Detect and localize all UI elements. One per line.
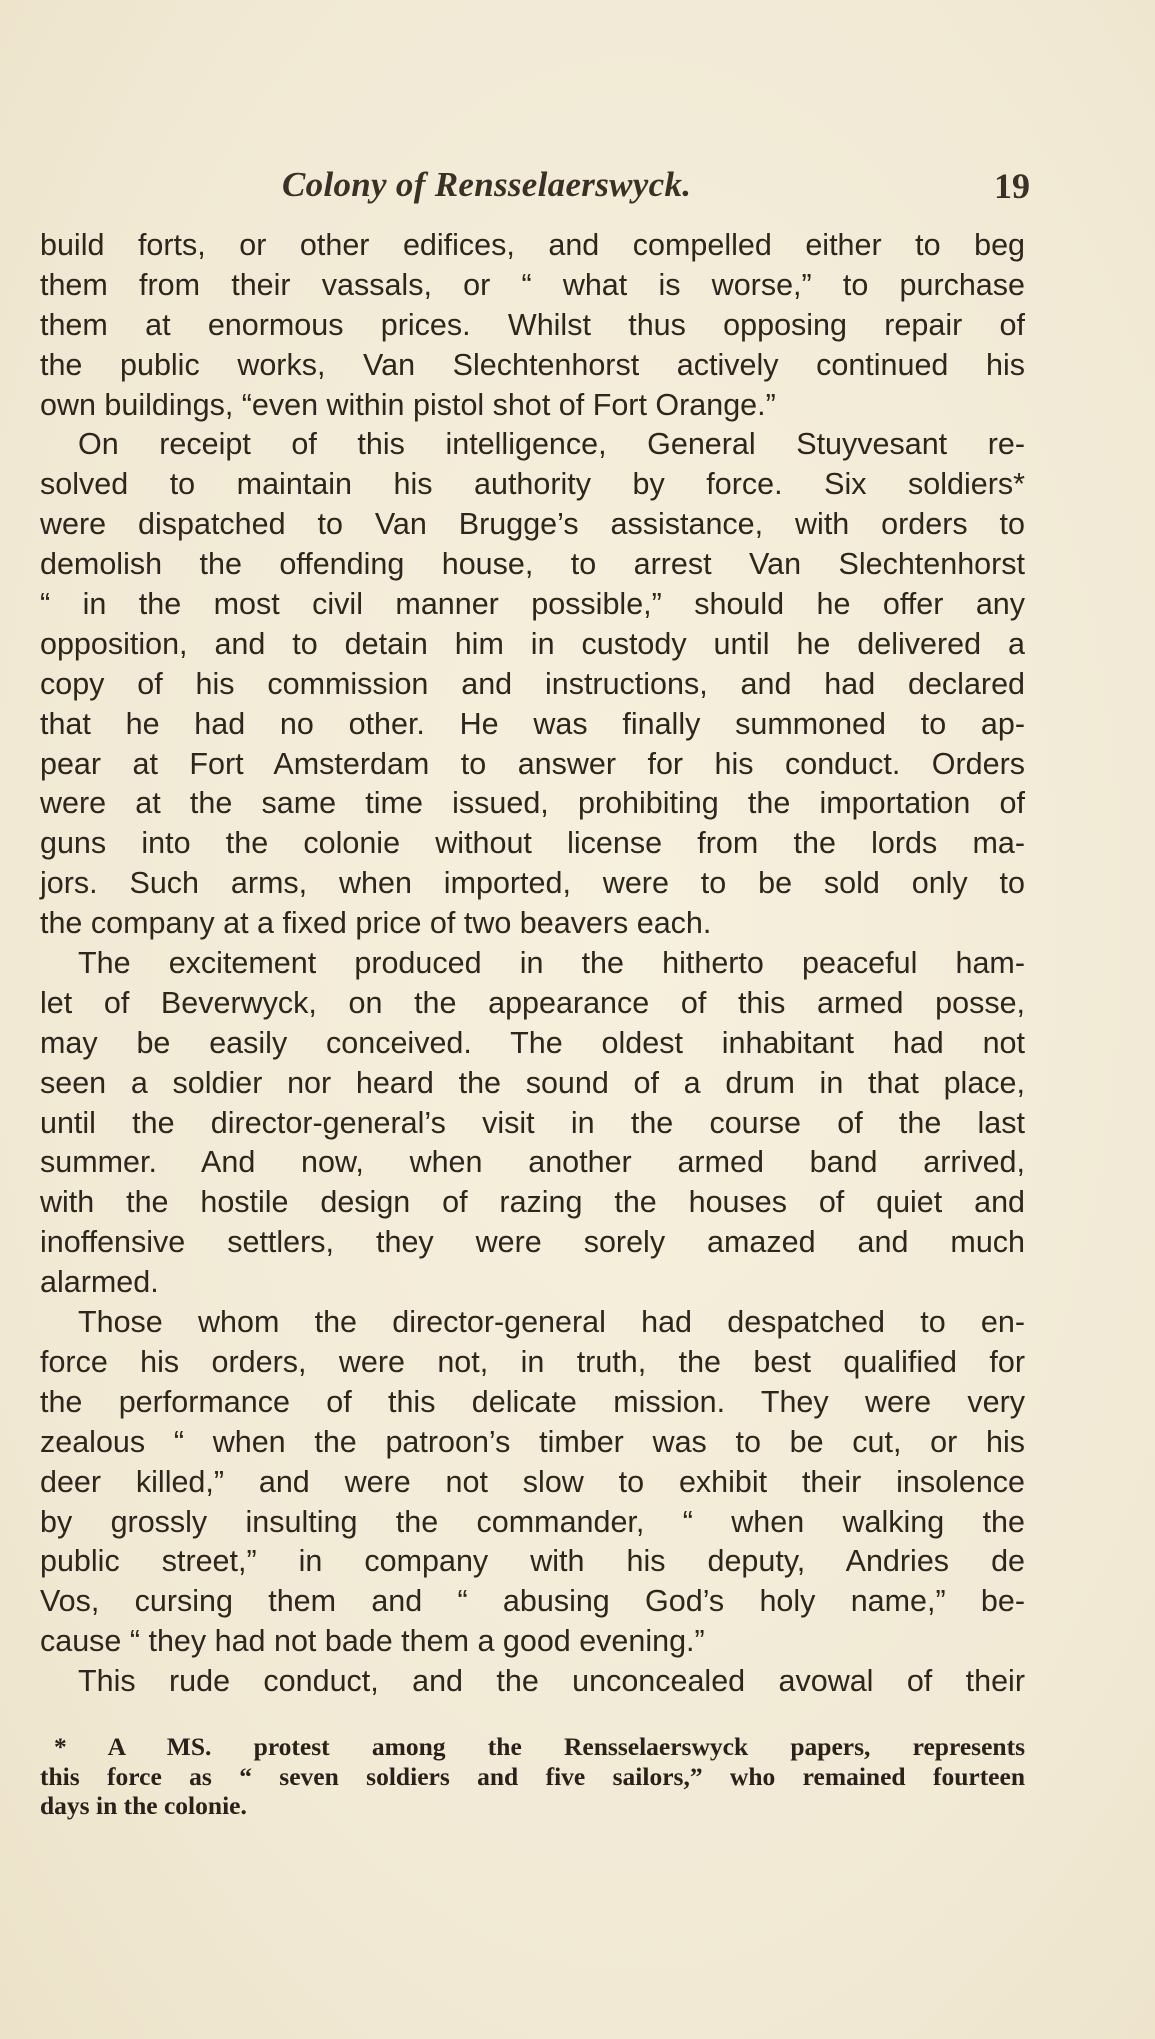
text-line: demolish the offending house, to arrest Van Slechtenhorst [40, 547, 1025, 582]
text-line: alarmed. [40, 1265, 159, 1300]
text-line: that he had no other. He was finally summoned to ap- [40, 706, 1025, 741]
text-line: were dispatched to Van Brugge’s assistance, with orders to [40, 507, 1025, 542]
text-line: pear at Fort Amsterdam to answer for his conduct. Orders [40, 746, 1025, 781]
body-text [40, 226, 1025, 1702]
text-line: them from their vassals, or “ what is worse,” to purchase [40, 267, 1025, 302]
text-line: The excitement produced in the hitherto peaceful ham- [78, 946, 1025, 981]
footnote-line: days in the colonie. [40, 1791, 247, 1820]
text-line: may be easily conceived. The oldest inhabitant had not [40, 1025, 1025, 1060]
text-line: let of Beverwyck, on the appearance of this armed posse, [40, 985, 1025, 1020]
text-line: own buildings, “even within pistol shot of Fort Orange.” [40, 387, 776, 422]
text-line: the company at a fixed price of two beavers each. [40, 906, 712, 941]
text-line: them at enormous prices. Whilst thus opposing repair of [40, 307, 1025, 342]
text-line: solved to maintain his authority by force. Six soldiers* [40, 467, 1025, 502]
text-line: build forts, or other edifices, and compelled either to beg [40, 228, 1025, 262]
text-line: force his orders, were not, in truth, the best qualified for [40, 1344, 1025, 1379]
text-line: by grossly insulting the commander, “ when walking the [40, 1504, 1025, 1539]
footnote [40, 1732, 1025, 1821]
text-line: Those whom the director-general had despatched to en- [78, 1305, 1025, 1340]
text-line: seen a soldier nor heard the sound of a drum in that place, [40, 1065, 1025, 1100]
text-line: jors. Such arms, when imported, were to be sold only to [40, 866, 1025, 901]
text-line: public street,” in company with his deputy, Andries de [40, 1544, 1025, 1579]
text-line: copy of his commission and instructions, and had declared [40, 666, 1025, 701]
text-line: with the hostile design of razing the houses of quiet and [40, 1185, 1025, 1220]
text-line: Vos, cursing them and “ abusing God’s holy name,” be- [40, 1584, 1025, 1619]
text-line: zealous “ when the patroon’s timber was to be cut, or his [40, 1424, 1025, 1459]
text-line: the public works, Van Slechtenhorst actively continued his [40, 347, 1025, 382]
text-line: cause “ they had not bade them a good evening.” [40, 1624, 705, 1659]
text-line: the performance of this delicate mission. They were very [40, 1384, 1025, 1419]
text-line: deer killed,” and were not slow to exhibit their insolence [40, 1464, 1025, 1499]
text-line: opposition, and to detain him in custody until he delivered a [40, 626, 1025, 661]
page-header [282, 165, 1030, 215]
text-line: inoffensive settlers, they were sorely amazed and much [40, 1225, 1025, 1260]
text-line: This rude conduct, and the unconcealed avowal of their [78, 1664, 1025, 1699]
footnote-line: * A MS. protest among the Rensselaerswyck papers, represents [54, 1732, 1025, 1761]
text-line: summer. And now, when another armed band arrived, [40, 1145, 1025, 1180]
page-number: 19 [994, 166, 1030, 206]
text-line: On receipt of this intelligence, General Stuyvesant re- [78, 427, 1025, 462]
running-title: Colony of Rensselaerswyck. [282, 165, 692, 204]
text-line: were at the same time issued, prohibiting the importation of [40, 786, 1025, 821]
text-line: guns into the colonie without license from the lords ma- [40, 826, 1025, 861]
footnote-line: this force as “ seven soldiers and five sailors,” who remained fourteen [40, 1761, 1025, 1791]
text-line: “ in the most civil manner possible,” should he offer any [40, 587, 1025, 622]
text-line: until the director-general’s visit in the course of the last [40, 1105, 1025, 1140]
